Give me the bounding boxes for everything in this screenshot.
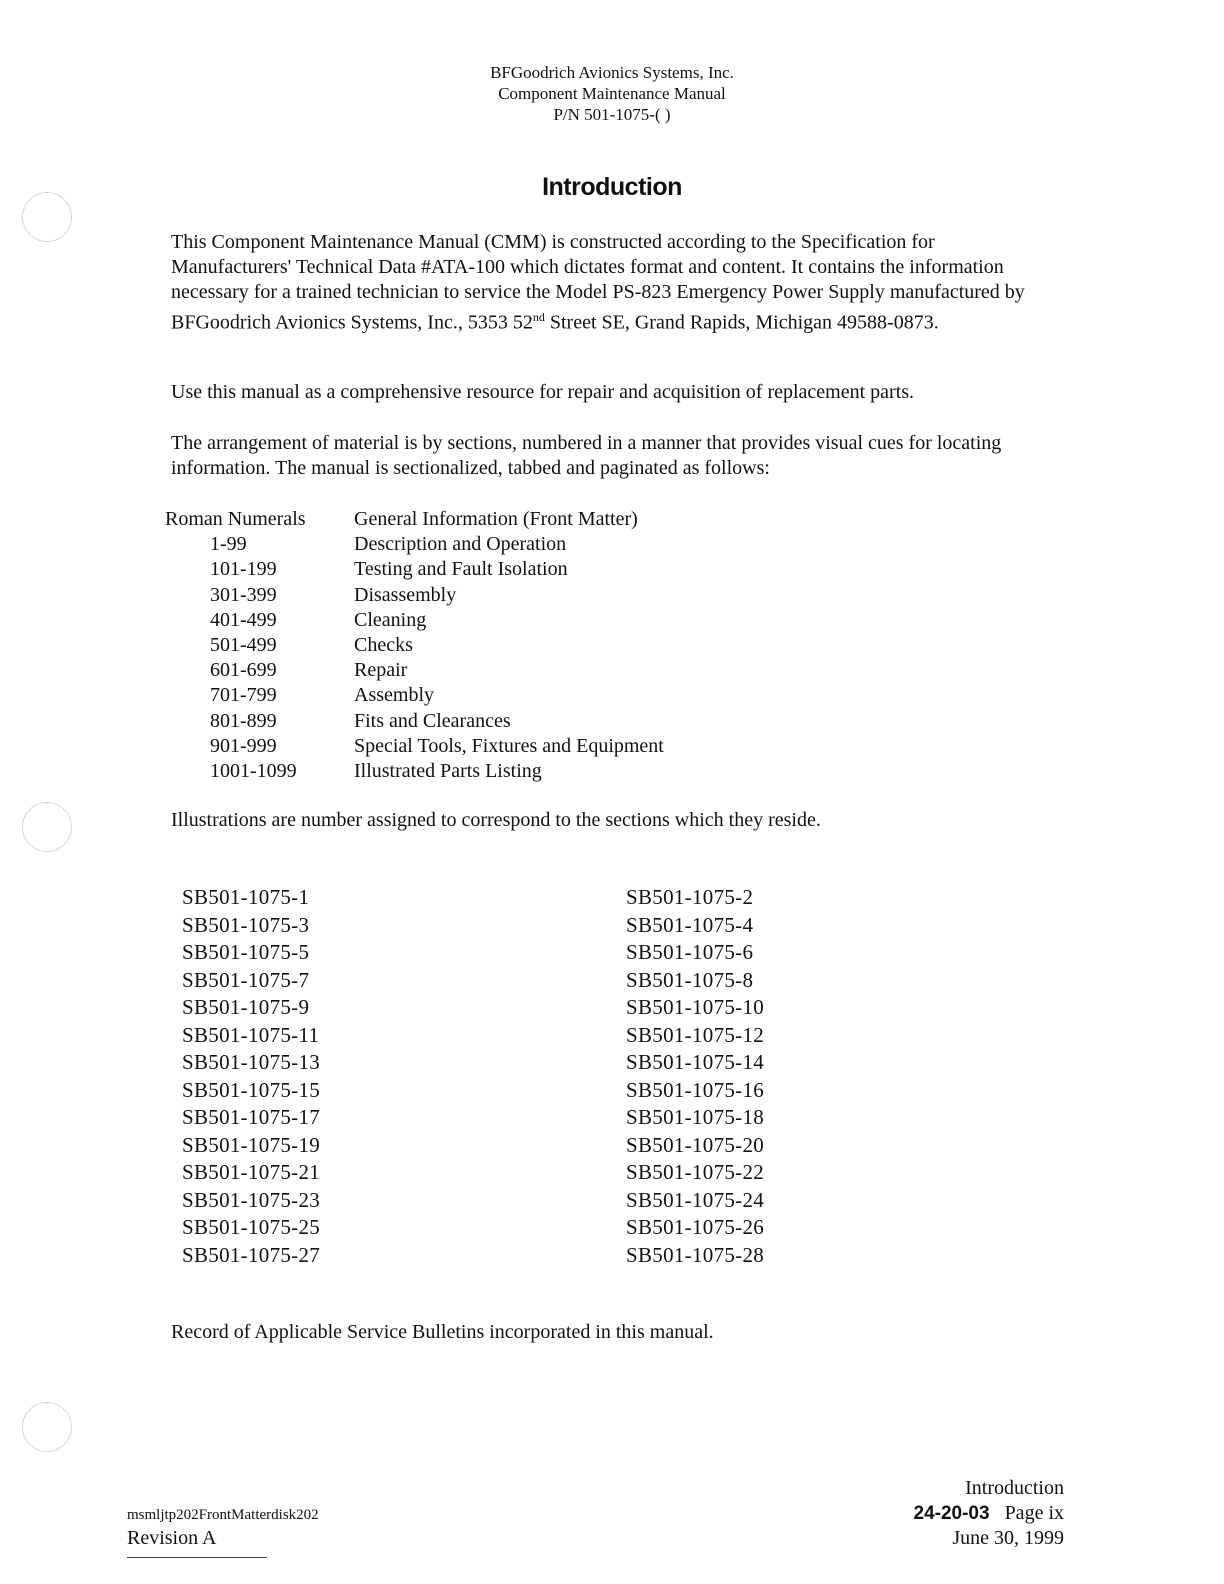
bulletin-right: SB501-1075-26 [626, 1215, 765, 1239]
page-title: Introduction [542, 173, 682, 201]
footer-left [127, 1505, 319, 1548]
bulletin-row [182, 1242, 802, 1270]
bulletin-right: SB501-1075-22 [626, 1160, 765, 1184]
section-range: Roman Numerals [165, 508, 306, 530]
bulletin-right: SB501-1075-14 [626, 1050, 765, 1074]
section-name: Cleaning [354, 608, 427, 631]
section-name: General Information (Front Matter) [354, 508, 638, 530]
footer-underline [127, 1557, 267, 1558]
section-row [165, 633, 664, 658]
section-range: 701-799 [210, 684, 277, 707]
bulletin-row [182, 1214, 802, 1242]
section-range: 301-399 [210, 583, 277, 606]
bulletin-row [182, 1159, 802, 1187]
hole-punch-mark-middle [22, 802, 72, 852]
section-range: 501-499 [210, 633, 277, 656]
section-list [165, 507, 664, 784]
bulletin-left: SB501-1075-19 [182, 1132, 321, 1157]
bulletin-right: SB501-1075-6 [626, 940, 754, 964]
section-name: Assembly [354, 684, 434, 707]
bulletin-left: SB501-1075-13 [182, 1050, 321, 1074]
bulletin-row [182, 884, 802, 912]
bulletin-left: SB501-1075-7 [182, 967, 310, 992]
bulletin-left: SB501-1075-3 [182, 912, 310, 937]
section-row [165, 683, 664, 708]
section-range: 401-499 [210, 608, 277, 631]
footer-right [914, 1476, 1065, 1551]
intro-superscript: nd [532, 310, 545, 324]
ata-code: 24-20-03 [913, 1503, 990, 1524]
bulletin-right: SB501-1075-8 [626, 967, 754, 992]
bulletin-right: SB501-1075-10 [626, 995, 765, 1019]
section-row [165, 583, 664, 608]
bulletin-left: SB501-1075-9 [182, 995, 310, 1019]
bulletin-row [182, 939, 802, 967]
bulletin-left: SB501-1075-27 [182, 1242, 321, 1267]
bulletin-left: SB501-1075-25 [182, 1215, 321, 1239]
bulletin-row [182, 994, 802, 1022]
section-range: 101-199 [210, 558, 277, 581]
footer-section: Introduction [965, 1477, 1064, 1499]
bulletin-left: SB501-1075-11 [182, 1022, 320, 1047]
section-row [165, 734, 664, 759]
hole-punch-mark-bottom [22, 1402, 72, 1452]
intro-text-a: This Component Maintenance Manual (CMM) is constructed according to the Specification for Manufacturers' Technical Data #ATA-100 which dictates format and content. It contains the information necessary for a trained technician to service the Model PS-823 Emergency Power Supply manufactured by BFGoodrich Avionics Systems, Inc., 5353 52 [171, 231, 1025, 334]
section-range: 901-999 [210, 734, 277, 757]
service-bulletin-list [182, 884, 802, 1269]
section-name: Checks [354, 633, 413, 656]
section-row [165, 532, 664, 557]
bulletin-row [182, 1049, 802, 1077]
bulletin-left: SB501-1075-5 [182, 940, 310, 964]
section-row [165, 557, 664, 582]
bulletin-right: SB501-1075-4 [626, 912, 754, 937]
section-name: Fits and Clearances [354, 709, 511, 732]
revision: Revision A [127, 1527, 217, 1549]
arrangement-paragraph: The arrangement of material is by sections, numbered in a manner that provides visual cues for locating information. The manual is sectionalized, tabbed and paginated as follows: [171, 432, 1002, 479]
bulletin-right: SB501-1075-24 [626, 1187, 765, 1212]
section-range: 601-699 [210, 659, 277, 682]
file-name: msmljtp202FrontMatterdisk202 [127, 1507, 319, 1523]
bulletin-row [182, 967, 802, 995]
bulletin-right: SB501-1075-2 [626, 885, 754, 909]
page-number: Page ix [1004, 1502, 1064, 1524]
section-row [165, 709, 664, 734]
section-name: Testing and Fault Isolation [354, 558, 568, 581]
bulletin-row [182, 1132, 802, 1160]
illustrations-paragraph: Illustrations are number assigned to correspond to the sections which they reside. [171, 809, 821, 831]
section-name: Repair [354, 659, 408, 682]
bulletin-right: SB501-1075-16 [626, 1077, 765, 1102]
bulletin-left: SB501-1075-15 [182, 1077, 321, 1102]
bulletin-right: SB501-1075-28 [626, 1242, 765, 1267]
usage-paragraph: Use this manual as a comprehensive resource for repair and acquisition of replacement parts. [171, 381, 915, 403]
bulletin-row [182, 1022, 802, 1050]
section-row [165, 507, 664, 532]
section-row [165, 759, 664, 784]
bulletin-row [182, 1187, 802, 1215]
intro-text-b: Street SE, Grand Rapids, Michigan 49588-0873. [544, 311, 939, 334]
section-name: Special Tools, Fixtures and Equipment [354, 734, 664, 757]
bulletin-row [182, 912, 802, 940]
document-header [0, 62, 1224, 125]
section-name: Description and Operation [354, 533, 567, 556]
company-name: BFGoodrich Avionics Systems, Inc. [490, 63, 734, 82]
section-range: 1001-1099 [210, 759, 297, 782]
bulletin-left: SB501-1075-1 [182, 885, 310, 909]
bulletin-row [182, 1077, 802, 1105]
section-name: Disassembly [354, 583, 457, 606]
bulletin-left: SB501-1075-21 [182, 1160, 321, 1184]
record-paragraph: Record of Applicable Service Bulletins incorporated in this manual. [171, 1321, 714, 1343]
section-range: 1-99 [210, 533, 247, 556]
part-number: P/N 501-1075-( ) [553, 105, 671, 124]
bulletin-right: SB501-1075-12 [626, 1022, 765, 1047]
footer-date: June 30, 1999 [952, 1527, 1064, 1549]
footer-page-line [914, 1501, 1065, 1526]
bulletin-left: SB501-1075-23 [182, 1187, 321, 1212]
bulletin-right: SB501-1075-18 [626, 1105, 765, 1129]
bulletin-right: SB501-1075-20 [626, 1132, 765, 1157]
section-row [165, 658, 664, 683]
bulletin-left: SB501-1075-17 [182, 1105, 321, 1129]
section-row [165, 608, 664, 633]
section-name: Illustrated Parts Listing [354, 759, 542, 782]
section-range: 801-899 [210, 709, 277, 732]
intro-paragraph [171, 230, 1051, 336]
bulletin-row [182, 1104, 802, 1132]
manual-name: Component Maintenance Manual [498, 84, 726, 103]
